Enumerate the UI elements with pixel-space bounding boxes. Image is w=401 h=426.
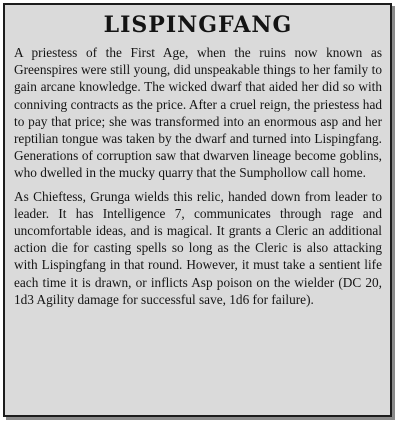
item-title: LISPINGFANG xyxy=(103,12,293,38)
sidebar-box xyxy=(3,3,392,417)
lore-paragraph: A priestess of the First Age, when the ruins now known as Greenspires were still young, did unspeakable things to her family to gain arcane knowledge. The wicked dwarf that aided her did so with conniving contracts as the price. After a cruel reign, the priestess had to pay that price; she was transformed into an enormous asp and her reptilian tongue was taken by the dwarf and turned into Lispingfang. Generations of corruption saw that dwarven lineage become goblins, who dwelled in the mucky quarry that the Sumphollow call home. xyxy=(14,45,382,181)
rules-paragraph: As Chieftess, Grunga wields this relic, handed down from leader to leader. It has Intelligence 7, communicates through rage and uncomfortable ideas, and is magical. It grants a Cleric an additional action die for casting spells so long as the Cleric is also attacking with Lispingfang in that round. However, it must take a sentient life each time it is drawn, or inflicts Asp poison on the wielder (DC 20, 1d3 Agility damage for successful save, 1d6 for failure). xyxy=(14,188,382,307)
